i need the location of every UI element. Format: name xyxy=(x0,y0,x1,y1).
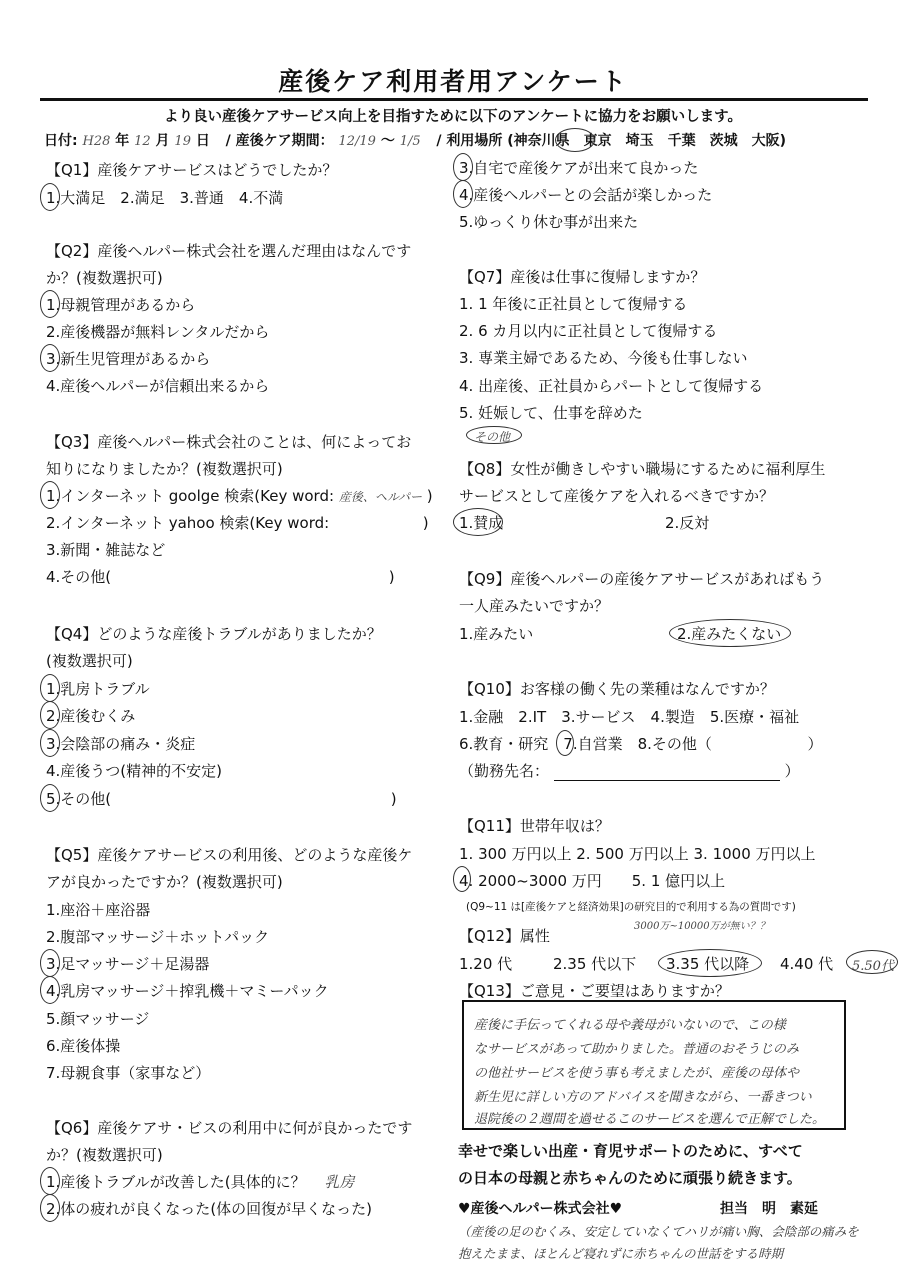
place-circle xyxy=(555,128,595,152)
q11-answer-circle xyxy=(453,866,471,892)
q7-heading: 【Q7】産後は仕事に復帰しますか？ xyxy=(459,268,706,286)
month-label: 月 xyxy=(155,133,170,149)
q13-comment-line: 退院後の２週間を過せるこのサービスを選んで正解でした。 xyxy=(474,1112,826,1127)
footer-line-1: 幸せで楽しい出産・育児サポートのために、すべて xyxy=(458,1142,803,1160)
period-sep: 〜 xyxy=(380,133,395,149)
q6-answer-circle-4 xyxy=(453,180,473,208)
q12-option-3: 3.35 代以降 xyxy=(666,955,750,973)
q3-keyword-handwritten: 産後、ヘルパー xyxy=(338,490,422,504)
q3-heading-2: 知りになりましたか？(複数選択可) xyxy=(46,460,283,478)
q4-answer-circle-1 xyxy=(40,674,60,702)
place-options: (神奈川県 東京 埼玉 千葉 茨城 大阪) xyxy=(507,133,787,149)
q9-option-2: 2.産みたくない xyxy=(677,625,782,643)
q10-workplace: （勤務先名： ） xyxy=(459,762,800,780)
q1-options: 1.大満足 2.満足 3.普通 4.不満 xyxy=(46,189,284,207)
q8-answer-circle xyxy=(453,508,503,536)
q7-option-4: 4. 出産後、正社員からパートとして復帰する xyxy=(459,377,764,395)
q12-handwritten-circle xyxy=(846,950,898,974)
q6-option-2: 2.体の疲れが良くなった(体の回復が早くなった) xyxy=(46,1200,373,1218)
q2-option-4: 4.産後ヘルパーが信頼出来るから xyxy=(46,377,270,395)
staff-name: 担当 明 素延 xyxy=(720,1201,818,1217)
q4-option-3: 3.会陰部の痛み・炎症 xyxy=(46,735,196,753)
day-label: 日 xyxy=(195,133,210,149)
q5-option-6: 6.産後体操 xyxy=(46,1037,121,1055)
q7-answer-circle xyxy=(466,426,522,444)
q11-row-1: 1. 300 万円以上 2. 500 万円以上 3. 1000 万円以上 xyxy=(459,845,816,863)
q5-option-3: 3.足マッサージ＋足湯器 xyxy=(46,955,210,973)
q3-option-2: 2.インターネット yahoo 検索(Key word: ) xyxy=(46,514,429,532)
q12-heading: 【Q12】属性 xyxy=(459,927,550,945)
q11-note: (Q9~11 は[産後ケアと経済効果]の研究目的で利用する為の質問です) xyxy=(466,901,796,913)
q5-answer-circle-4 xyxy=(40,976,60,1004)
q7-option-3: 3. 専業主婦であるため、今後も仕事しない xyxy=(459,349,748,367)
workplace-blank xyxy=(554,767,780,781)
title-rule xyxy=(40,98,868,101)
q5-heading-2: アが良かったですか？(複数選択可) xyxy=(46,873,283,891)
q6-option-1: 1.産後トラブルが改善した(具体的に？ 乳房 xyxy=(46,1173,355,1191)
q6-heading-1: 【Q6】産後ケアサ・ビスの利用中に何が良かったです xyxy=(46,1119,413,1137)
q13-comment-line: 新生児に詳しい方のアドバイスを聞きながら、一番きつい xyxy=(474,1090,812,1105)
q7-option-1: 1. 1 年後に正社員として復帰する xyxy=(459,295,688,313)
q4-answer-circle-5 xyxy=(40,784,60,812)
q4-heading-1: 【Q4】どのような産後トラブルがありましたか？ xyxy=(46,625,382,643)
q11-handwritten-note: 3000万~10000万が無い？？ xyxy=(634,921,770,932)
q12-handwritten-option: 5.50代 xyxy=(852,959,894,974)
q3-heading-1: 【Q3】産後ヘルパー株式会社のことは、何によってお xyxy=(46,433,412,451)
q12-option-1: 1.20 代 xyxy=(459,955,513,973)
q7-option-5: 5. 妊娠して、仕事を辞めた xyxy=(459,404,643,422)
q13-comment-box xyxy=(462,1000,846,1130)
q6-answer-circle-1 xyxy=(40,1167,60,1195)
q2-heading-1: 【Q2】産後ヘルパー株式会社を選んだ理由はなんです xyxy=(46,242,412,260)
q2-option-2: 2.産後機器が無料レンタルだから xyxy=(46,323,270,341)
q5-option-7: 7.母親食事（家事など） xyxy=(46,1064,211,1082)
period-label: / 産後ケア期間： xyxy=(225,133,334,149)
q5-option-2: 2.腹部マッサージ＋ホットパック xyxy=(46,928,270,946)
q6-trouble-handwritten: 乳房 xyxy=(324,1173,355,1191)
period-end: 1/5 xyxy=(399,134,421,149)
q5-option-4: 4.乳房マッサージ＋搾乳機＋マミーパック xyxy=(46,982,329,1000)
q10-row-1: 1.金融 2.IT 3.サービス 4.製造 5.医療・福祉 xyxy=(459,708,800,726)
q4-answer-circle-3 xyxy=(40,729,60,757)
q2-option-3: 3.新生児管理があるから xyxy=(46,350,211,368)
q9-heading-1: 【Q9】産後ヘルパーの産後ケアサービスがあればもう xyxy=(459,570,825,588)
q12-answer-circle xyxy=(658,949,762,977)
period-start: 12/19 xyxy=(338,134,376,149)
q8-option-2: 2.反対 xyxy=(665,514,710,532)
q6-option-3: 3.自宅で産後ケアが出来て良かった xyxy=(459,159,699,177)
q9-answer-circle xyxy=(669,619,791,647)
q13-comment-line: 産後に手伝ってくれる母や義母がいないので、この様 xyxy=(474,1018,786,1033)
q6-answer-circle-3 xyxy=(453,153,473,181)
q3-option-4: 4.その他( ) xyxy=(46,568,395,586)
q8-heading-2: サービスとして産後ケアを入れるべきですか？ xyxy=(459,487,775,505)
q4-answer-circle-2 xyxy=(40,701,60,729)
date-label: 日付: xyxy=(44,133,78,149)
q5-heading-1: 【Q5】産後ケアサービスの利用後、どのような産後ケ xyxy=(46,846,413,864)
q5-option-1: 1.座浴＋座浴器 xyxy=(46,901,151,919)
q13-heading: 【Q13】ご意見・ご要望はありますか？ xyxy=(459,982,730,1000)
survey-subtitle: より良い産後ケアサービス向上を目指すために以下のアンケートに協力をお願いします。 xyxy=(164,109,742,125)
q3-option-1: 1.インターネット goolge 検索(Key word: 産後、ヘルパー ) xyxy=(46,487,433,505)
q4-option-5: 5.その他( ) xyxy=(46,790,397,808)
q13-comment-line: なサービスがあって助かりました。普通のおそうじのみ xyxy=(474,1042,799,1057)
q6-heading-2: か？(複数選択可) xyxy=(46,1146,163,1164)
date-line xyxy=(44,130,786,150)
q7-option-2: 2. 6 カ月以内に正社員として復帰する xyxy=(459,322,718,340)
q8-heading-1: 【Q8】女性が働きしやすい職場にするために福利厚生 xyxy=(459,460,826,478)
q11-row-2: 4. 2000~3000 万円 5. 1 億円以上 xyxy=(459,872,726,890)
q4-option-1: 1.乳房トラブル xyxy=(46,680,150,698)
q8-option-1: 1.賛成 xyxy=(459,514,504,532)
survey-title: 産後ケア利用者用アンケート xyxy=(278,67,628,96)
q6-option-5: 5.ゆっくり休む事が出来た xyxy=(459,213,639,231)
q9-heading-2: 一人産みたいですか？ xyxy=(459,597,610,615)
q2-option-1: 1.母親管理があるから xyxy=(46,296,196,314)
year-label: 年 xyxy=(115,133,130,149)
q1-heading: 【Q1】産後ケアサービスはどうでしたか？ xyxy=(46,161,338,179)
q6-answer-circle-2 xyxy=(40,1194,60,1222)
q4-option-2: 2.産後むくみ xyxy=(46,707,136,725)
date-era: H28 xyxy=(82,134,111,149)
q12-option-2: 2.35 代以下 xyxy=(553,955,637,973)
date-month: 12 xyxy=(134,134,151,149)
q3-option-3: 3.新聞・雑誌など xyxy=(46,541,166,559)
q5-option-5: 5.顔マッサージ xyxy=(46,1010,150,1028)
q2-answer-circle-1 xyxy=(40,290,60,318)
q4-option-4: 4.産後うつ(精神的不安定) xyxy=(46,762,223,780)
q4-heading-2: (複数選択可) xyxy=(46,652,133,670)
date-day: 19 xyxy=(174,134,191,149)
q3-answer-circle xyxy=(40,481,60,509)
q10-heading: 【Q10】お客様の働く先の業種はなんですか？ xyxy=(459,680,775,698)
footer-handwritten-1: （産後の足のむくみ、安定していなくてハリが痛い胸、会陰部の痛みを xyxy=(458,1224,859,1239)
q10-row-2: 6.教育・研究 7.自営業 8.その他（ ） xyxy=(459,735,823,753)
q12-option-4: 4.40 代 xyxy=(780,955,834,973)
q13-comment-line: の他社サービスを使う事も考えましたが、産後の母体や xyxy=(474,1066,800,1081)
q2-answer-circle-3 xyxy=(40,344,60,372)
q6-option-4: 4.産後ヘルパーとの会話が楽しかった xyxy=(459,186,713,204)
company-name: ♥産後ヘルパー株式会社♥ xyxy=(458,1201,623,1217)
q1-answer-circle xyxy=(40,183,60,211)
q5-answer-circle-3 xyxy=(40,949,60,977)
footer-handwritten-2: 抱えたまま、ほとんど寝れずに赤ちゃんの世話をする時期 xyxy=(458,1246,784,1261)
footer-line-2: の日本の母親と赤ちゃんのために頑張り続きます。 xyxy=(458,1169,802,1187)
q2-heading-2: か？(複数選択可) xyxy=(46,269,163,287)
place-label: / 利用場所 xyxy=(436,133,503,149)
q11-heading: 【Q11】世帯年収は？ xyxy=(459,817,610,835)
q9-option-1: 1.産みたい xyxy=(459,625,534,643)
q7-other-handwritten: その他 xyxy=(474,430,511,444)
q10-answer-circle xyxy=(556,730,574,756)
